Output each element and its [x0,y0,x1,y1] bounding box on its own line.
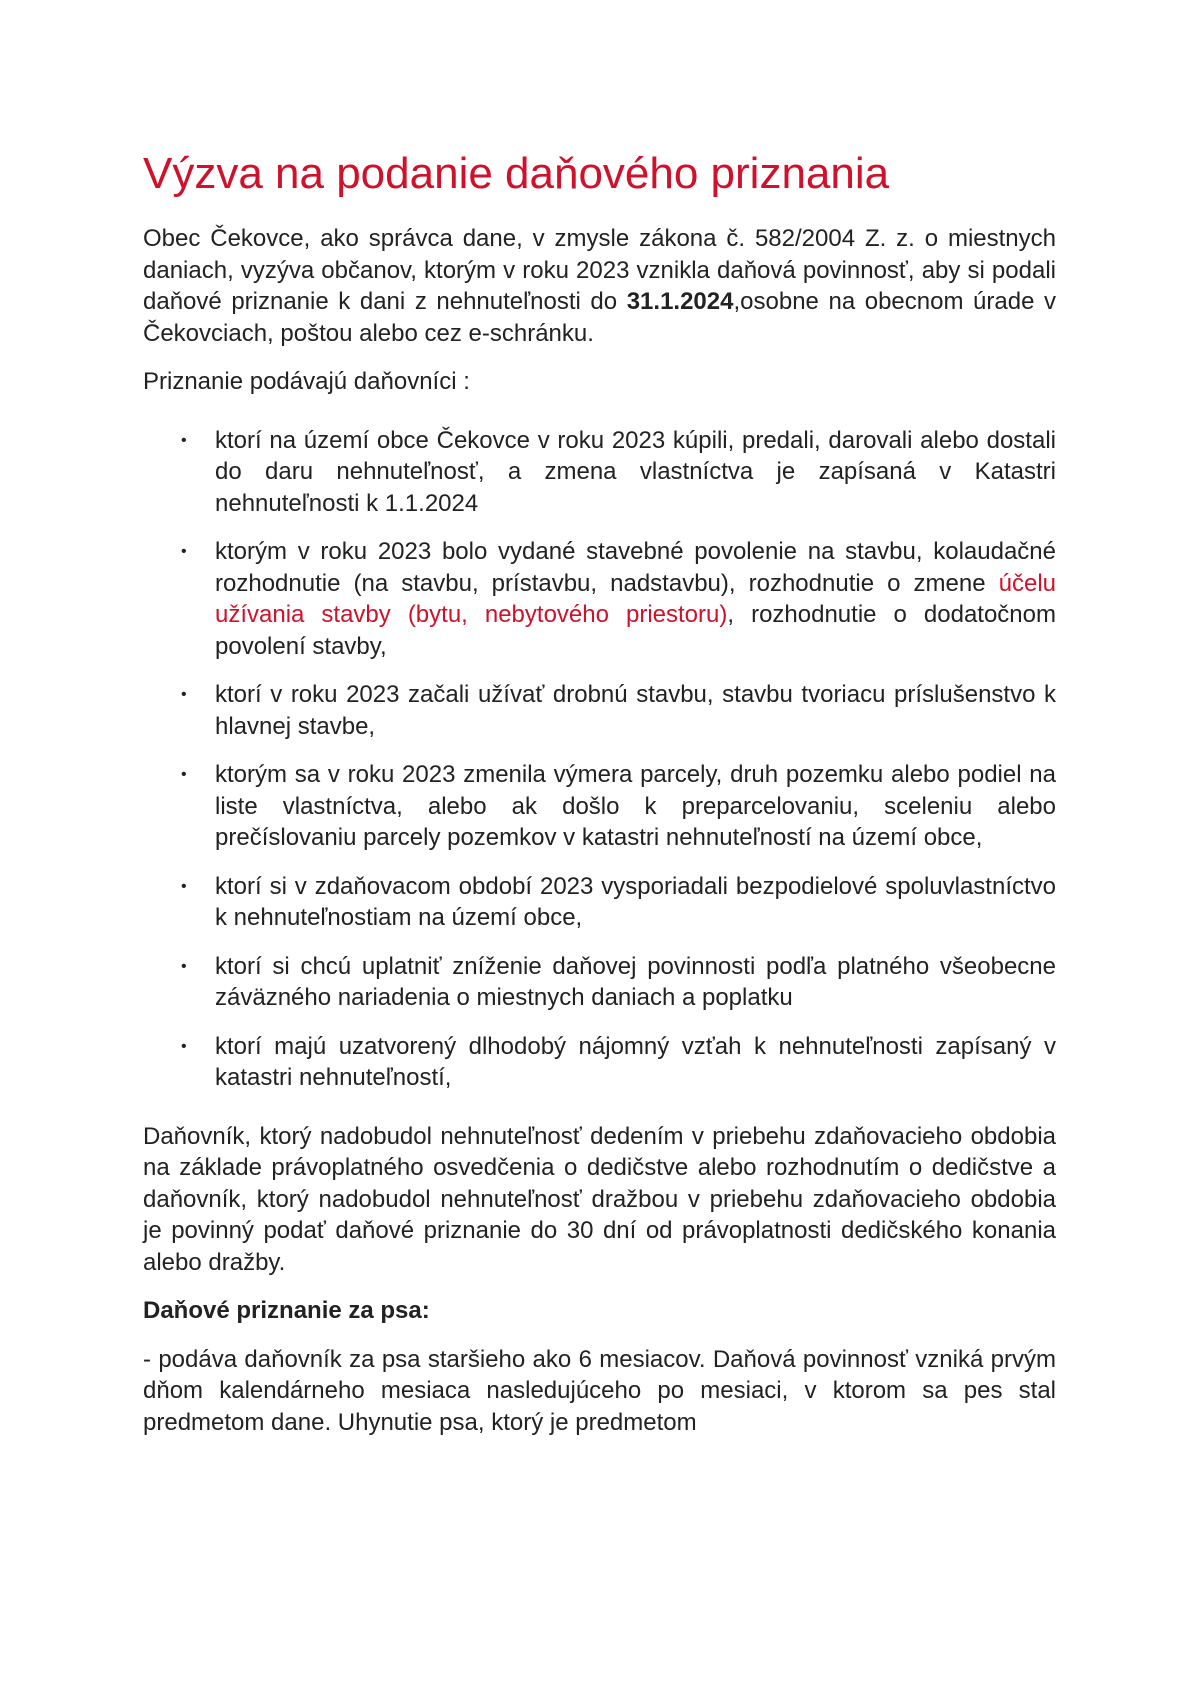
document-page [143,148,1056,1438]
list-item [143,871,1056,934]
list-item-text: ktorí v roku 2023 začali užívať drobnú stavbu, stavbu tvoriacu príslušenstvo k hlavnej stavbe, [215,681,1056,740]
list-item [143,759,1056,854]
list-item [143,951,1056,1014]
document-title: Výzva na podanie daňového priznania [143,149,890,198]
bullet-icon: • [181,877,187,895]
list-item-text: ktorým sa v roku 2023 zmenila výmera parcely, druh pozemku alebo podiel na liste vlastníctva, alebo ak došlo k preparcelovaniu, sceleniu alebo prečíslovaniu parcely pozemkov v katastri nehnuteľností na území obce, [215,761,1056,851]
list-item-text: ktorí majú uzatvorený dlhodobý nájomný vzťah k nehnuteľnosti zapísaný v katastri nehnuteľností, [215,1032,1056,1091]
list-item-text: ktorým v roku 2023 bolo vydané stavebné povolenie na stavbu, kolaudačné rozhodnutie (na stavbu, prístavbu, nadstavbu), rozhodnutie o zmene [215,538,1056,597]
list-item-text: ktorí na území obce Čekovce v roku 2023 kúpili, predali, darovali alebo dostali do daru nehnuteľnosť, a zmena vlastníctva je zapísaná v Katastri nehnuteľnosti k 1.1.2024 [215,426,1056,517]
bullet-icon: • [181,431,187,449]
deadline-date: 31.1.2024 [626,288,734,315]
list-item-text-end: , rozhodnutie o dodatočnom povolení stavby, [215,601,1056,660]
dog-tax-paragraph: - podáva daňovník za psa staršieho ako 6 mesiacov. Daňová povinnosť vzniká prvým dňom kalendárneho mesiaca nasledujúceho po mesiaci, v ktorom sa pes stal predmetom dane. Uhynutie psa, ktorý je predmetom [143,1345,1056,1436]
intro-text-start: Obec Čekovce, ako správca dane, v zmysle zákona č. 582/2004 Z. z. o miestnych daniach, vyzýva občanov, ktorým v roku 2023 vznikla daňová povinnosť, aby si podali daňové priznanie k dani z nehnuteľnosti do [143,225,1056,315]
inheritance-paragraph: Daňovník, ktorý nadobudol nehnuteľnosť dedením v priebehu zdaňovacieho obdobia na základe právoplatného osvedčenia o dedičstve alebo rozhodnutím o dedičstve a daňovník, ktorý nadobudol nehnuteľnosť dražbou v priebehu zdaňovacieho obdobia je povinný podať daňové priznanie do 30 dní od právoplatnosti dedičského konania alebo dražby. [143,1122,1056,1276]
list-item [143,679,1056,742]
list-item [143,536,1056,662]
intro-text-end: ,osobne na obecnom úrade v Čekovciach, poštou alebo cez e-schránku. [143,288,1057,347]
bullet-icon: • [181,1037,187,1055]
bullet-icon: • [181,957,187,975]
dog-tax-heading: Daňové priznanie za psa: [143,1297,430,1324]
bullet-icon: • [181,686,187,703]
list-item [143,1031,1056,1094]
list-item-highlight: účelu užívania stavby (bytu, nebytového priestoru) [215,569,1056,628]
taxpayers-lead: Priznanie podávajú daňovníci : [143,368,470,395]
bullet-icon: • [181,543,187,560]
list-item [143,425,1056,520]
list-item-text: ktorí si v zdaňovacom období 2023 vysporiadali bezpodielové spoluvlastníctvo k nehnuteľnostiam na území obce, [215,872,1056,931]
taxpayers-list [143,425,1056,1094]
intro-paragraph [143,223,1056,349]
bullet-icon: • [181,766,187,783]
list-item-text: ktorí si chcú uplatniť zníženie daňovej povinnosti podľa platného všeobecne záväzného nariadenia o miestnych daniach a poplatku [215,952,1056,1011]
